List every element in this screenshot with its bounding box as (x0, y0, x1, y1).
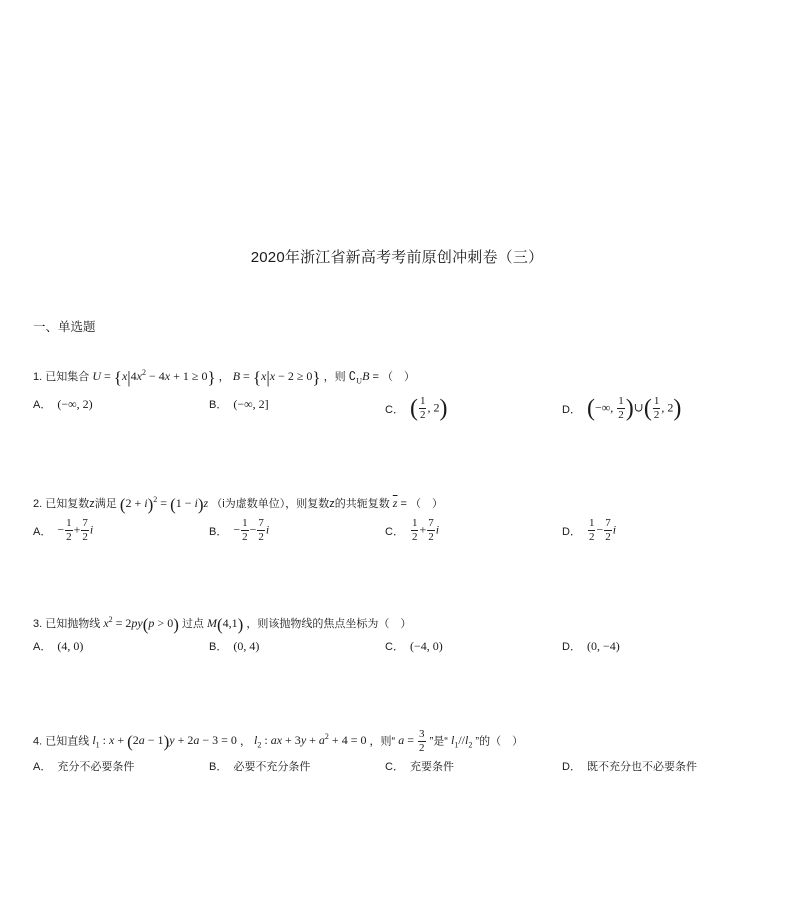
parallel-condition: $l_1//l_2$ (451, 733, 473, 750)
complement-expression: $∁_UB$ (348, 369, 370, 386)
question-text: 已知抛物线 (45, 618, 101, 630)
option-d-math: $\frac{1}{2}$ − $\frac{7}{2}$ i (588, 517, 617, 543)
question-number: 3. (33, 618, 43, 630)
conjugate-z: $\overline{z}$ (392, 496, 398, 510)
complex-equation: $(2 + i)^2 = (1 - i)z$ (119, 494, 209, 514)
option-a[interactable]: A． 充分不必要条件 (33, 758, 134, 774)
separator: ， (218, 371, 230, 383)
option-a-math: (−∞, 2) (57, 396, 93, 411)
option-c[interactable]: C． $\frac{1}{2}$ + $\frac{7}{2}$ i (385, 517, 440, 543)
option-a[interactable]: A． (−∞, 2) (33, 396, 93, 411)
question-text-mid: （i为虚数单位），则复数z的共轭复数 (211, 498, 390, 510)
question-3-stem (33, 615, 411, 633)
question-tail: = （ ） (372, 371, 415, 383)
option-d[interactable]: D． 既不充分也不必要条件 (562, 758, 697, 774)
option-c[interactable]: C． ( $\frac{1}{2}$ , 2) (385, 395, 448, 422)
option-b-math: (0, 4) (233, 638, 260, 653)
option-a-text: 充分不必要条件 (57, 761, 135, 773)
option-c-math: ( $\frac{1}{2}$ , 2) (409, 395, 448, 422)
option-d[interactable]: D． (0, −4) (562, 638, 620, 653)
question-2-stem (33, 495, 443, 513)
separator: ，则 (323, 371, 346, 383)
question-4-stem (33, 729, 523, 754)
option-a-math: (4, 0) (57, 638, 84, 653)
point-m: M(4,1) (207, 614, 244, 634)
option-c[interactable]: C． (−4, 0) (385, 638, 443, 653)
option-d-text: 既不充分也不必要条件 (586, 761, 697, 773)
option-d-math: (−∞, $\frac{1}{2}$ )∪( $\frac{1}{2}$ , 2) (586, 395, 682, 422)
option-a-math: − $\frac{1}{2}$ + $\frac{7}{2}$ i (57, 517, 94, 543)
question-text: 已知集合 (45, 371, 90, 383)
option-b[interactable]: B． 必要不充分条件 (209, 758, 310, 774)
question-number: 2. (33, 498, 43, 510)
option-a[interactable]: A． − $\frac{1}{2}$ + $\frac{7}{2}$ i (33, 517, 94, 543)
question-tail: ”的（ ） (475, 735, 524, 748)
option-c-text: 充要条件 (409, 761, 454, 773)
question-text-mid: 过点 (181, 618, 204, 630)
parabola-equation: $x^2 = 2py(p > 0)$ (103, 614, 179, 634)
option-c-math: $\frac{1}{2}$ + $\frac{7}{2}$ i (411, 517, 440, 543)
option-a[interactable]: A． (4, 0) (33, 638, 84, 653)
section-heading: 一、单选题 (33, 320, 96, 334)
question-text-mid2: ”是“ (429, 735, 448, 748)
option-b[interactable]: B． − $\frac{1}{2}$ − $\frac{7}{2}$ i (209, 517, 270, 543)
a-value: a = $\frac{3}{2}$ (398, 728, 425, 754)
option-b[interactable]: B． (−∞, 2] (209, 396, 269, 411)
option-d[interactable]: D． (−∞, $\frac{1}{2}$ )∪( $\frac{1}{2}$ , 2) (562, 395, 682, 422)
question-text: 已知复数z满足 (45, 498, 117, 510)
exam-title: 2020年浙江省新高考考前原创冲刺卷（三） (250, 249, 544, 266)
option-c[interactable]: C． 充要条件 (385, 758, 454, 774)
question-number: 1. (33, 371, 43, 383)
option-b-math: (−∞, 2] (233, 396, 269, 411)
option-b[interactable]: B． (0, 4) (209, 638, 260, 653)
question-tail: = （ ） (400, 498, 443, 510)
question-text: 已知直线 (45, 735, 90, 748)
line-l2-equation: $l_2$ : ax + $3y + a^2 + 4 = 0$ (254, 732, 367, 750)
question-text-mid: ，则“ (369, 735, 396, 748)
separator: ， (239, 735, 251, 748)
question-1-stem (33, 368, 415, 386)
question-number: 4. (33, 735, 43, 748)
complement-subscript: U (356, 376, 363, 386)
set-b-expression: B = {x|x − 2 ≥ 0} (232, 367, 321, 387)
option-b-text: 必要不充分条件 (233, 761, 311, 773)
set-u-expression: $U = \{x|4x^2 - 4x + 1 \ge 0\}$ (92, 367, 216, 387)
option-c-math: (−4, 0) (409, 638, 443, 653)
option-d-math: (0, −4) (586, 638, 620, 653)
option-d[interactable]: D． $\frac{1}{2}$ − $\frac{7}{2}$ i (562, 517, 617, 543)
line-l1-equation: $l_1$ : x + (2a − 1)y + 2a − 3 = 0 (92, 732, 237, 751)
question-tail: ，则该抛物线的焦点坐标为（ ） (246, 618, 412, 630)
option-b-math: − $\frac{1}{2}$ − $\frac{7}{2}$ i (233, 517, 270, 543)
